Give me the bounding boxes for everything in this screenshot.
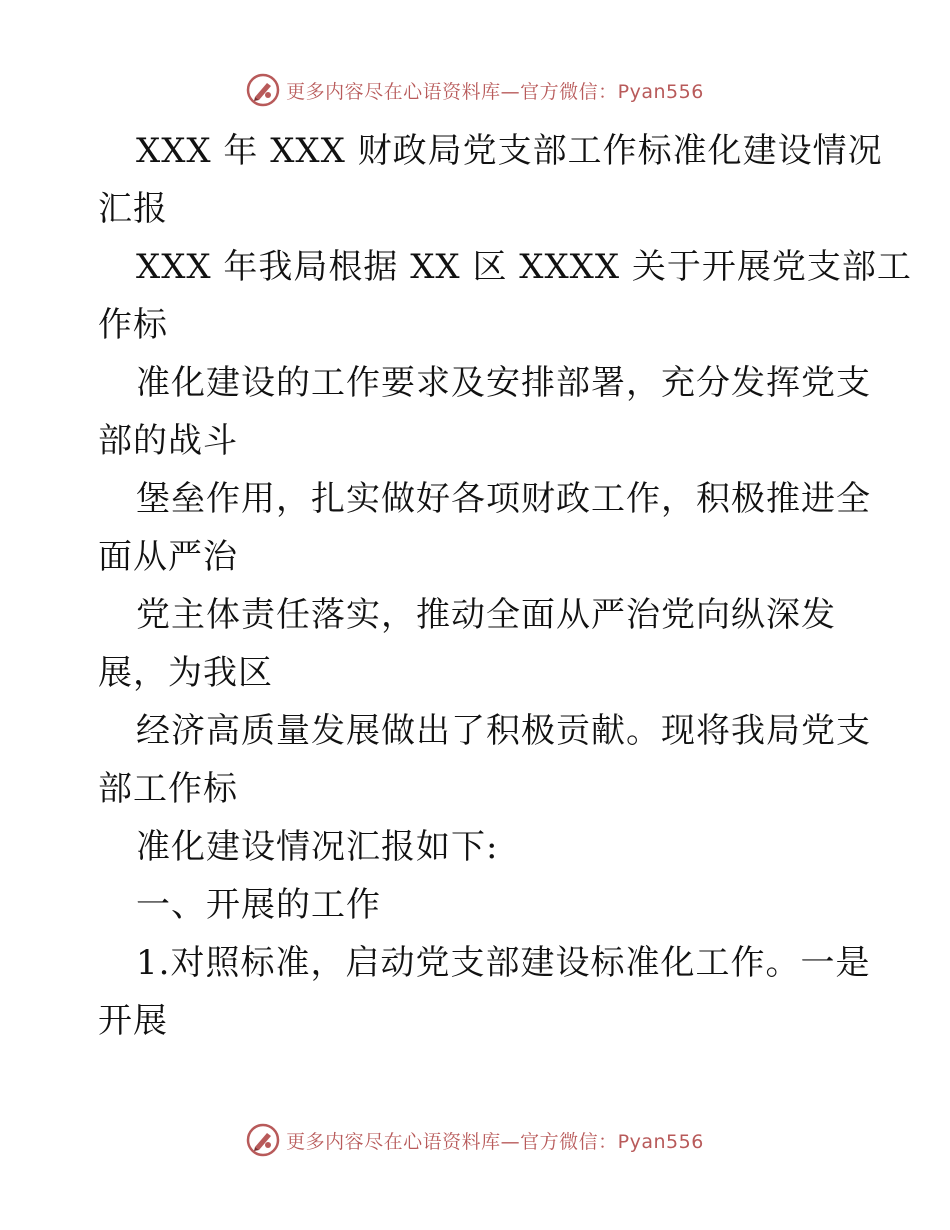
pen-logo-icon bbox=[246, 73, 280, 107]
pen-logo-icon bbox=[246, 1123, 280, 1157]
text-line: 作标 bbox=[98, 305, 168, 345]
text-line: 1.对照标准，启动党支部建设标准化工作。一是 bbox=[136, 943, 871, 983]
header-watermark bbox=[0, 70, 950, 110]
text-line: 党主体责任落实，推动全面从严治党向纵深发 bbox=[136, 595, 836, 635]
document-body bbox=[98, 122, 912, 1050]
text-line: 准化建设的工作要求及安排部署，充分发挥党支 bbox=[136, 363, 871, 403]
text-line: 开展 bbox=[98, 1001, 168, 1041]
text-line: 堡垒作用，扎实做好各项财政工作，积极推进全 bbox=[136, 479, 871, 519]
text-line: XXX 年我局根据 XX 区 XXXX 关于开展党支部工 bbox=[136, 247, 912, 287]
text-line: XXX 年 XXX 财政局党支部工作标准化建设情况 bbox=[136, 131, 883, 171]
text-line: 面从严治 bbox=[98, 537, 238, 577]
text-line: 部的战斗 bbox=[98, 421, 238, 461]
section-heading: 一、开展的工作 bbox=[136, 885, 381, 925]
section-heading-intro: 准化建设情况汇报如下: bbox=[136, 827, 499, 867]
watermark-text: 更多内容尽在心语资料库—官方微信：Pyan556 bbox=[286, 80, 704, 103]
text-line: 展，为我区 bbox=[98, 653, 273, 693]
watermark-text: 更多内容尽在心语资料库—官方微信：Pyan556 bbox=[286, 1130, 704, 1153]
text-line: 汇报 bbox=[98, 189, 168, 229]
text-line: 部工作标 bbox=[98, 769, 238, 809]
footer-watermark bbox=[0, 1120, 950, 1160]
text-line: 经济高质量发展做出了积极贡献。现将我局党支 bbox=[136, 711, 871, 751]
